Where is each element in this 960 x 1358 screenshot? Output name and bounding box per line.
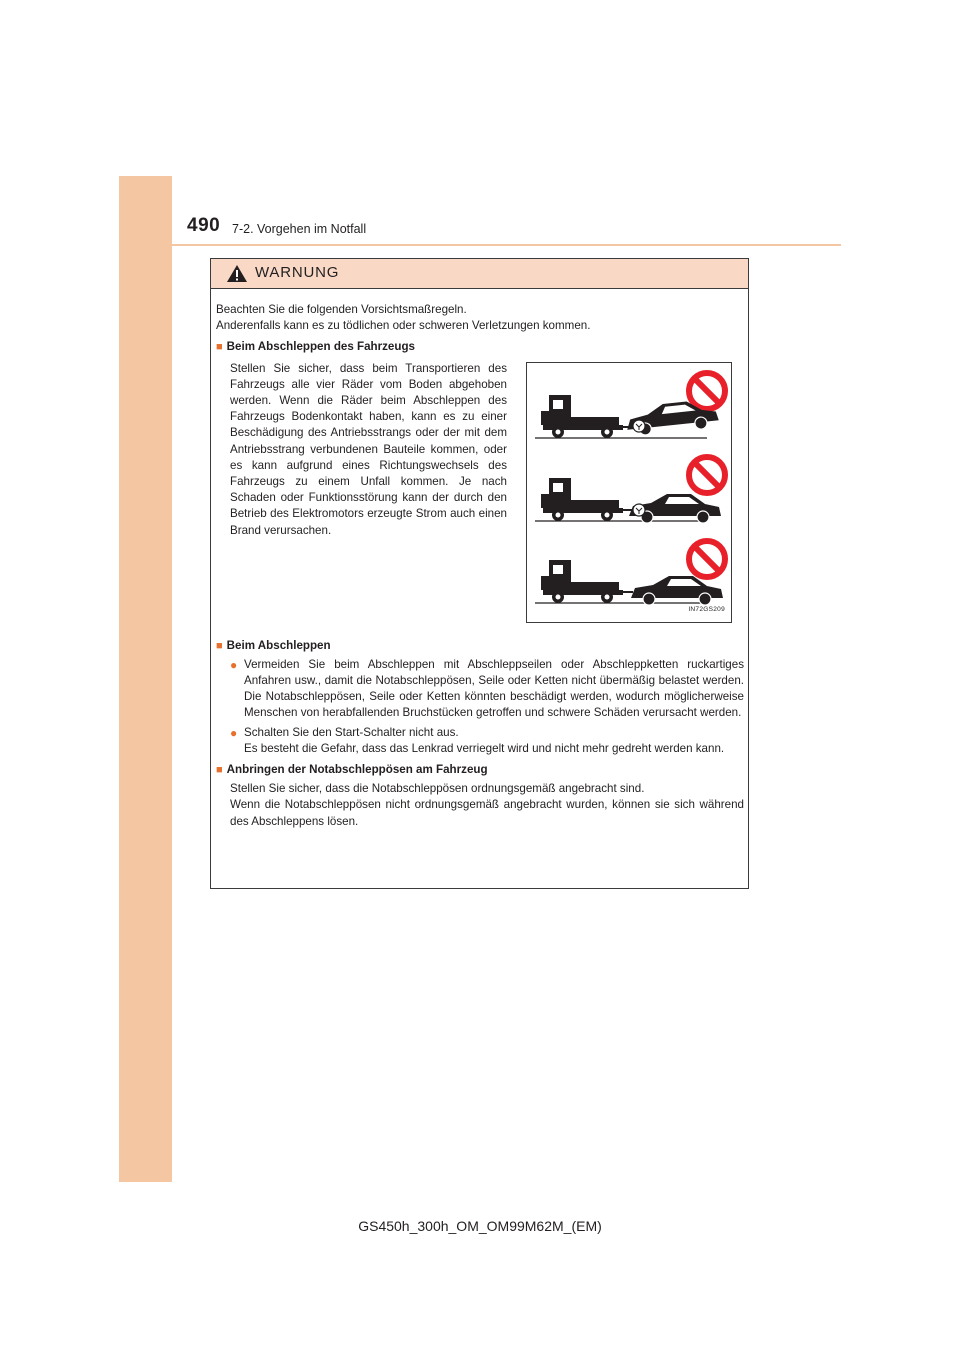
section-title: 7-2. Vorgehen im Notfall (232, 222, 367, 236)
bullet-text-line: Schalten Sie den Start-Schalter nicht aus. (244, 725, 459, 739)
bullet-item (216, 657, 744, 722)
heading-label: Anbringen der Notabschleppösen am Fahrzeug (226, 763, 488, 777)
orange-square-marker-icon: ■ (216, 764, 223, 777)
bullet-text (244, 725, 744, 757)
attach-line-2: Wenn die Notabschleppösen nicht ordnungsgemäß angebracht wurden, können sie sich während des Abschleppens lösen. (230, 798, 744, 828)
heading-label: Beim Abschleppen des Fahrzeugs (226, 340, 415, 354)
bullet-dot-icon: ● (230, 657, 238, 672)
orange-square-marker-icon: ■ (216, 639, 223, 652)
attach-line-1: Stellen Sie sicher, dass die Notabschleppösen ordnungsgemäß angebracht sind. (230, 782, 645, 796)
header-rule (119, 244, 841, 246)
orange-square-marker-icon: ■ (216, 341, 223, 354)
bullet-item (216, 725, 744, 757)
towing-illustration (526, 362, 732, 623)
towing-figure-graphic (527, 363, 731, 622)
towing-block (216, 361, 744, 633)
heading-label: Beim Abschleppen (226, 638, 331, 652)
side-tab (119, 176, 172, 1182)
bullet-text: Vermeiden Sie beim Abschleppen mit Abschleppseilen oder Abschleppketten ruckartiges Anfahren usw., damit die Notabschleppösen, Seile oder Ketten nicht übermäßig belastet werden. Die Notabschleppösen, Seile oder Ketten könnten beschädigt werden, wodurch möglicherweise Menschen von herabfallenden Bruchstücken getroffen und schwere Schäden verursacht werden. (244, 657, 744, 720)
document-code: GS450h_300h_OM_OM99M62M_(EM) (358, 1218, 602, 1234)
warning-header (211, 259, 748, 289)
page-number: 490 (187, 215, 221, 236)
warning-title: WARNUNG (255, 264, 340, 281)
heading-towing-vehicle (216, 339, 744, 355)
bullet-text-line: Es besteht die Gefahr, dass das Lenkrad verriegelt wird und nicht mehr gedreht werden kann. (244, 741, 725, 755)
intro-line-2: Anderenfalls kann es zu tödlichen oder schweren Verletzungen kommen. (216, 319, 591, 333)
figure-code: IN72GS209 (688, 606, 725, 614)
heading-towing (216, 638, 744, 654)
warning-content (216, 302, 744, 830)
bullet-dot-icon: ● (230, 725, 238, 740)
warning-triangle-icon (226, 264, 248, 283)
heading-attach-eyes (216, 762, 744, 778)
intro-line-1: Beachten Sie die folgenden Vorsichtsmaßregeln. (216, 303, 467, 316)
towing-paragraph: Stellen Sie sicher, dass beim Transportieren des Fahrzeugs alle vier Räder vom Boden abgehoben werden. Wenn die Räder beim Abschleppen des Fahrzeugs Bodenkontakt haben, kann es zu einer Beschädigung des Antriebsstrangs oder der mit dem Antriebsstrang verbundenen Bauteile kommen, oder es kann aufgrund eines Richtungswechsels des Fahrzeugs zu einem Unfall kommen. Je nach Schaden oder Funktionsstörung kann der durch den Betrieb des Elektromotors erzeugte Strom auch einen Brand verursachen. (230, 361, 507, 537)
warning-box (210, 258, 749, 889)
